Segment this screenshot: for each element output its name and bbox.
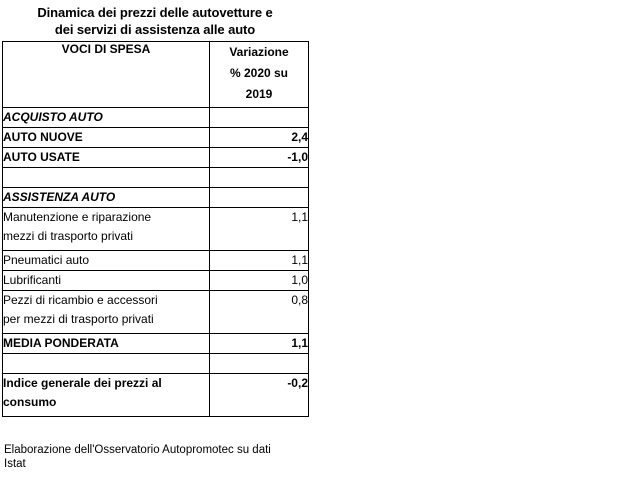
table-row — [3, 374, 309, 417]
row-label-line-2: consumo — [3, 395, 57, 409]
row-value-cell: 1,1 — [210, 334, 309, 354]
row-value-cell: -0,2 — [210, 374, 309, 417]
row-label-line-1: Manutenzione e riparazione — [3, 210, 152, 224]
column-header-variation-line-2: % 2020 su — [229, 66, 289, 80]
row-label-cell — [3, 128, 210, 148]
row-label-line-1: MEDIA PONDERATA — [3, 336, 119, 350]
table-row — [3, 208, 309, 251]
source-note-line-1: Elaborazione dell'Osservatorio Autopromotec su dati — [4, 444, 271, 456]
source-note-line-2: Istat — [4, 458, 26, 470]
row-label-line-1: Lubrificanti — [3, 273, 62, 287]
row-value-cell: 1,1 — [210, 208, 309, 251]
row-label-line-2: per mezzi di trasporto privati — [3, 312, 154, 326]
row-label-line-1: AUTO NUOVE — [3, 130, 83, 144]
table-row — [3, 188, 309, 208]
row-label-line-1: AUTO USATE — [3, 150, 80, 164]
row-value-cell — [210, 188, 309, 208]
row-value-cell: 1,0 — [210, 271, 309, 291]
row-value-cell — [210, 108, 309, 128]
table-row — [3, 128, 309, 148]
row-label-line-1: Pneumatici auto — [3, 253, 90, 267]
row-label-cell — [3, 374, 210, 417]
table-row — [3, 334, 309, 354]
row-label-cell — [3, 354, 210, 374]
row-label-cell — [3, 168, 210, 188]
row-label-line-1: Indice generale dei prezzi al — [3, 376, 162, 390]
figure-title-line-2: dei servizi di assistenza alle auto — [54, 22, 256, 37]
row-label-cell — [3, 108, 210, 128]
row-label-cell — [3, 334, 210, 354]
row-label-cell — [3, 271, 210, 291]
column-header-variation-line-1: Variazione — [229, 45, 289, 59]
column-header-expense-items: VOCI DI SPESA — [3, 42, 210, 108]
table-row — [3, 251, 309, 271]
row-label-line-1: ASSISTENZA AUTO — [3, 190, 116, 204]
row-label-cell — [3, 148, 210, 168]
row-value-cell — [210, 168, 309, 188]
source-note — [4, 443, 324, 471]
table-header-row — [3, 42, 309, 108]
table-row — [3, 148, 309, 168]
row-label-cell — [3, 291, 210, 334]
table-row — [3, 354, 309, 374]
row-label-line-1: ACQUISTO AUTO — [3, 110, 103, 124]
price-variation-table — [2, 41, 309, 417]
column-header-variation — [210, 42, 309, 108]
row-label-cell — [3, 188, 210, 208]
table-row — [3, 168, 309, 188]
table-body — [3, 42, 309, 417]
table-row — [3, 291, 309, 334]
row-value-cell: 2,4 — [210, 128, 309, 148]
row-label-cell — [3, 251, 210, 271]
row-value-cell: -1,0 — [210, 148, 309, 168]
row-value-cell: 0,8 — [210, 291, 309, 334]
table-row — [3, 271, 309, 291]
column-header-variation-line-3: 2019 — [245, 87, 273, 101]
figure-title — [2, 4, 308, 38]
row-value-cell — [210, 354, 309, 374]
row-value-cell: 1,1 — [210, 251, 309, 271]
table-row — [3, 108, 309, 128]
row-label-line-1: Pezzi di ricambio e accessori — [3, 293, 158, 307]
figure-title-line-1: Dinamica dei prezzi delle autovetture e — [37, 5, 273, 20]
row-label-cell — [3, 208, 210, 251]
row-label-line-2: mezzi di trasporto privati — [3, 229, 134, 243]
